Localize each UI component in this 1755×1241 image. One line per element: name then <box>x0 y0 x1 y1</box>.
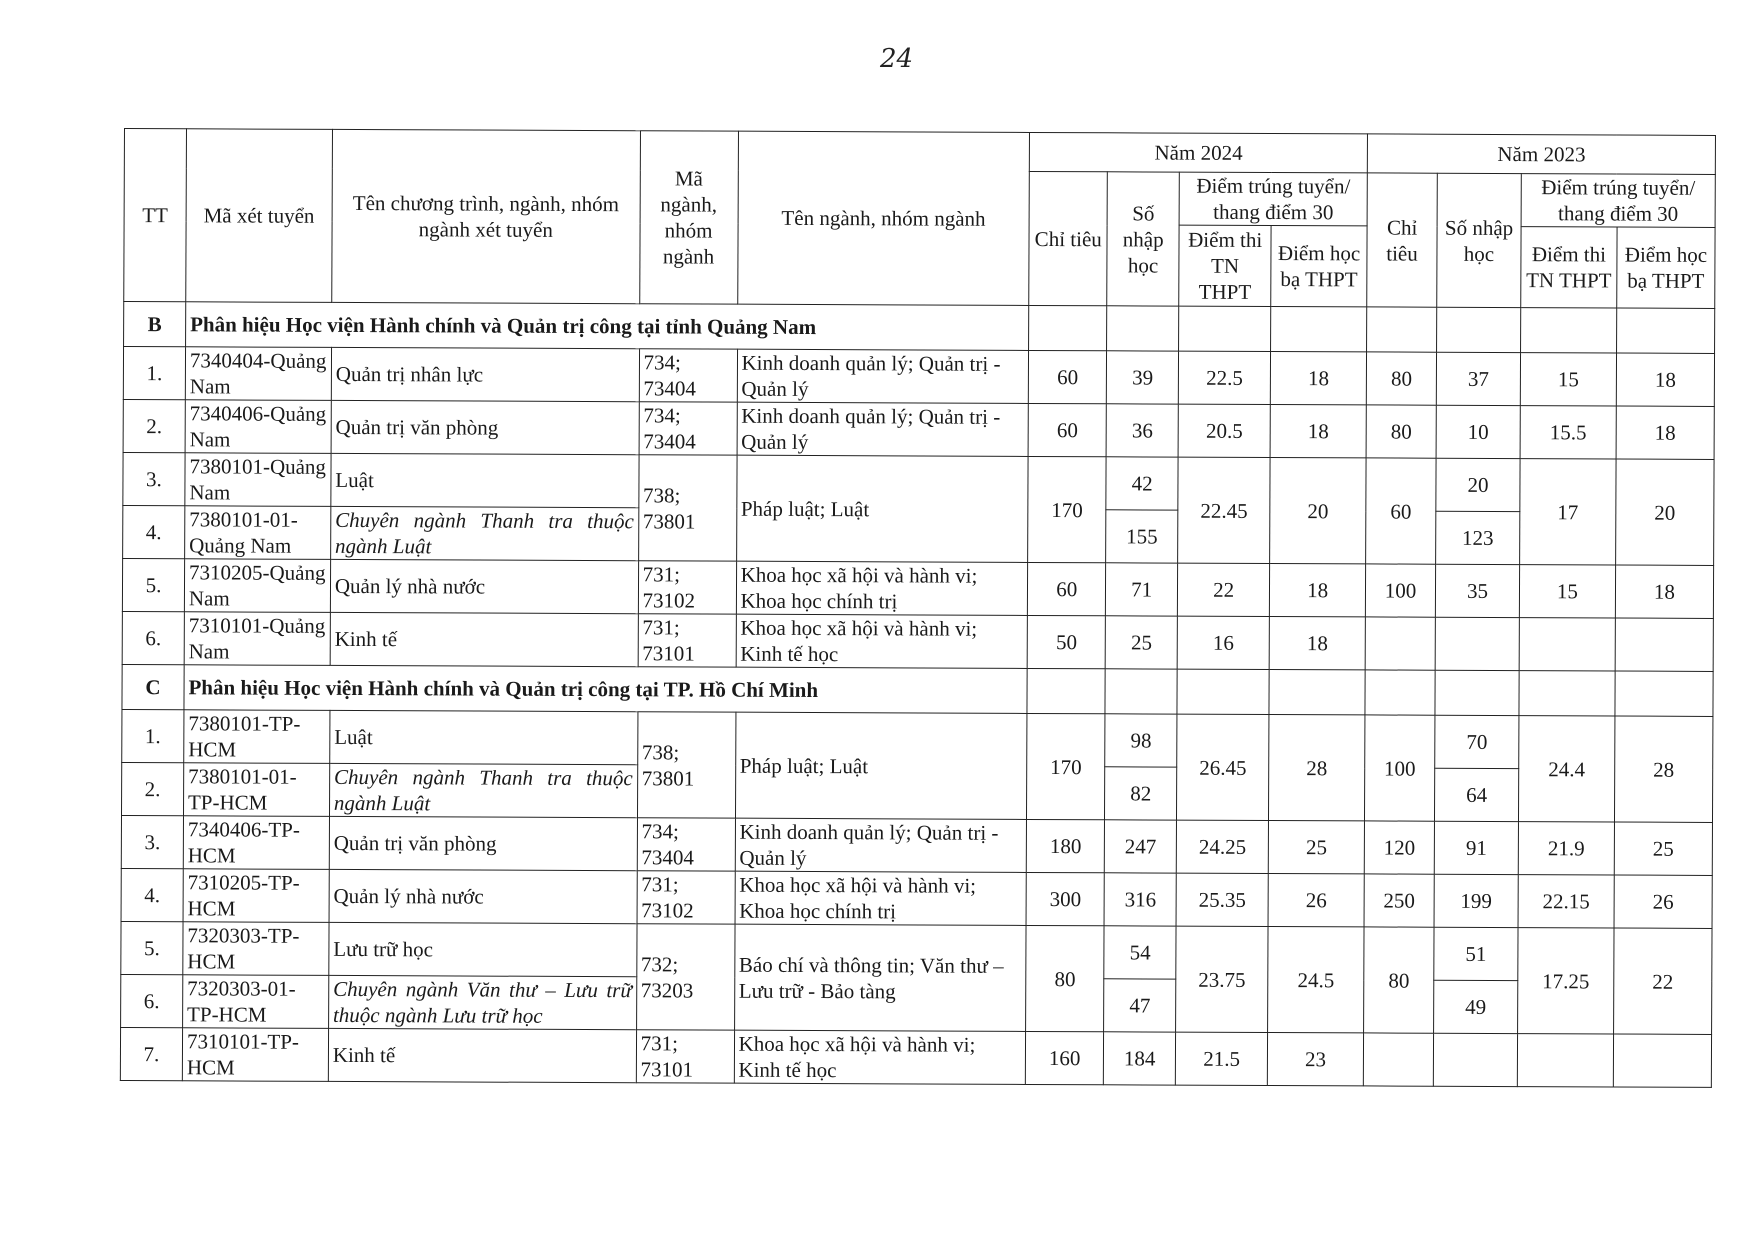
row-so-nhap-hoc-2024: 184 <box>1104 1032 1176 1085</box>
row-chi-tieu-2023: 120 <box>1364 821 1434 874</box>
row-diem-hoc-ba-2024: 18 <box>1270 564 1366 617</box>
row-diem-hoc-ba-2023 <box>1615 618 1713 671</box>
row-tt: 1. <box>123 347 185 400</box>
row-ma-xet-tuyen: 7380101-01-Quảng Nam <box>185 506 331 560</box>
row-ten-chuong-trinh: Quản trị văn phòng <box>331 400 639 454</box>
section-code: B <box>124 302 186 347</box>
row-so-nhap-hoc-2023: 49 <box>1434 980 1518 1033</box>
header-ten-chuong-trinh: Tên chương trình, ngành, nhóm ngành xét tuyển <box>332 129 640 303</box>
row-chi-tieu-2024: 170 <box>1027 713 1105 819</box>
row-chi-tieu-2024: 60 <box>1028 403 1106 456</box>
header-diem-thi-2024: Điểm thi TN THPT <box>1179 225 1271 306</box>
row-diem-thi-2023: 21.9 <box>1518 822 1614 875</box>
row-so-nhap-hoc-2023: 51 <box>1434 927 1518 980</box>
table-row <box>121 921 1712 981</box>
row-diem-thi-2023: 15 <box>1519 565 1615 618</box>
header-ten-nganh: Tên ngành, nhóm ngành <box>737 131 1029 305</box>
row-ten-chuong-trinh: Chuyên ngành Văn thư – Lưu trữ thuộc ngành Lưu trữ học <box>328 975 636 1029</box>
header-so-nhap-hoc-2024: Số nhập học <box>1107 172 1180 306</box>
header-ma-nganh: Mã ngành, nhóm ngành <box>639 131 738 304</box>
row-tt: 4. <box>121 868 183 921</box>
row-diem-hoc-ba-2023: 18 <box>1615 565 1713 618</box>
row-diem-hoc-ba-2023: 18 <box>1616 406 1714 459</box>
table-header <box>124 129 1716 309</box>
table-body <box>120 302 1714 1088</box>
row-diem-hoc-ba-2024: 23 <box>1267 1032 1363 1085</box>
row-ten-nganh: Khoa học xã hội và hành vi; Khoa học chính trị <box>736 561 1028 615</box>
row-diem-thi-2024: 24.25 <box>1176 820 1268 873</box>
header-diem-trung-tuyen-2024: Điểm trúng tuyển/ thang điểm 30 <box>1179 172 1367 226</box>
row-ten-chuong-trinh: Quản trị nhân lực <box>331 347 639 401</box>
row-tt: 2. <box>123 399 185 452</box>
table-row <box>122 709 1713 769</box>
row-tt: 2. <box>122 762 184 815</box>
table-row <box>120 1027 1711 1087</box>
row-so-nhap-hoc-2024: 155 <box>1106 510 1178 563</box>
row-diem-hoc-ba-2023: 26 <box>1614 875 1712 928</box>
row-diem-hoc-ba-2024: 18 <box>1270 405 1366 458</box>
header-chi-tieu-2023: Chỉ tiêu <box>1367 173 1438 307</box>
row-ten-nganh: Khoa học xã hội và hành vi; Kinh tế học <box>736 614 1028 668</box>
row-so-nhap-hoc-2024: 25 <box>1105 616 1177 669</box>
header-diem-hoc-ba-2024: Điểm học bạ THPT <box>1271 226 1367 307</box>
row-ten-nganh: Kinh doanh quản lý; Quản trị - Quản lý <box>737 349 1029 403</box>
row-diem-hoc-ba-2024: 20 <box>1270 458 1366 564</box>
row-ten-chuong-trinh: Chuyên ngành Thanh tra thuộc ngành Luật <box>329 763 637 817</box>
row-ma-xet-tuyen: 7340404-Quảng Nam <box>185 347 331 401</box>
row-so-nhap-hoc-2024: 316 <box>1104 873 1176 926</box>
table-row <box>122 558 1713 618</box>
table-row <box>123 347 1714 407</box>
row-so-nhap-hoc-2023: 20 <box>1436 458 1520 511</box>
row-diem-thi-2024: 16 <box>1177 616 1269 669</box>
row-diem-hoc-ba-2023: 18 <box>1616 353 1714 406</box>
row-ten-nganh: Pháp luật; Luật <box>736 455 1028 562</box>
row-so-nhap-hoc-2023: 199 <box>1434 874 1518 927</box>
row-ten-nganh: Pháp luật; Luật <box>735 712 1027 819</box>
row-diem-thi-2023: 22.15 <box>1518 875 1614 928</box>
row-diem-hoc-ba-2024: 25 <box>1268 821 1364 874</box>
row-ma-xet-tuyen: 7320303-TP-HCM <box>183 922 329 976</box>
row-ma-nganh: 734; 73404 <box>639 349 737 402</box>
table-row <box>121 868 1712 928</box>
header-chi-tieu-2024: Chỉ tiêu <box>1029 171 1108 305</box>
row-chi-tieu-2023 <box>1363 1033 1433 1086</box>
row-chi-tieu-2024: 60 <box>1029 350 1107 403</box>
row-ma-nganh: 734; 73404 <box>637 818 735 871</box>
row-so-nhap-hoc-2024: 82 <box>1105 767 1177 820</box>
row-so-nhap-hoc-2024: 47 <box>1104 979 1176 1032</box>
row-ten-nganh: Báo chí và thông tin; Văn thư – Lưu trữ - Bảo tàng <box>734 924 1026 1031</box>
row-tt: 6. <box>121 974 183 1027</box>
row-chi-tieu-2023: 100 <box>1365 715 1435 821</box>
row-so-nhap-hoc-2024: 71 <box>1106 563 1178 616</box>
row-ma-nganh: 731; 73101 <box>638 614 736 667</box>
row-diem-hoc-ba-2024: 24.5 <box>1268 926 1364 1032</box>
row-ma-xet-tuyen: 7340406-TP-HCM <box>183 816 329 870</box>
row-ma-xet-tuyen: 7380101-01-TP-HCM <box>183 763 329 817</box>
row-ma-xet-tuyen: 7380101-Quảng Nam <box>185 453 331 507</box>
row-diem-hoc-ba-2024: 28 <box>1269 715 1365 821</box>
row-so-nhap-hoc-2024: 98 <box>1105 714 1177 767</box>
header-diem-hoc-ba-2023: Điểm học bạ THPT <box>1617 227 1715 308</box>
header-tt: TT <box>124 129 187 302</box>
row-ma-xet-tuyen: 7310205-Quảng Nam <box>184 559 330 613</box>
row-chi-tieu-2023 <box>1365 617 1435 670</box>
row-chi-tieu-2024: 170 <box>1028 456 1106 562</box>
row-tt: 7. <box>120 1027 182 1080</box>
row-so-nhap-hoc-2023 <box>1435 617 1519 670</box>
row-so-nhap-hoc-2023: 37 <box>1436 352 1520 405</box>
admissions-table <box>120 128 1716 1088</box>
row-ma-xet-tuyen: 7310101-TP-HCM <box>182 1028 328 1082</box>
header-diem-trung-tuyen-2023: Điểm trúng tuyển/ thang điểm 30 <box>1521 174 1715 228</box>
row-ten-nganh: Kinh doanh quản lý; Quản trị - Quản lý <box>737 402 1029 456</box>
row-ma-nganh: 738; 73801 <box>637 712 735 818</box>
row-diem-thi-2024: 23.75 <box>1176 926 1268 1032</box>
row-ma-xet-tuyen: 7340406-Quảng Nam <box>185 400 331 454</box>
row-ma-xet-tuyen: 7380101-TP-HCM <box>184 710 330 764</box>
row-ma-xet-tuyen: 7320303-01-TP-HCM <box>183 975 329 1029</box>
row-diem-hoc-ba-2024: 18 <box>1269 617 1365 670</box>
row-ten-chuong-trinh: Quản trị văn phòng <box>329 816 637 870</box>
row-so-nhap-hoc-2023: 35 <box>1435 564 1519 617</box>
row-ma-nganh: 732; 73203 <box>636 924 734 1030</box>
row-chi-tieu-2024: 60 <box>1028 562 1106 615</box>
row-ten-chuong-trinh: Kinh tế <box>328 1028 636 1082</box>
header-diem-thi-2023: Điểm thi TN THPT <box>1521 227 1617 308</box>
row-diem-thi-2023: 15.5 <box>1520 406 1616 459</box>
header-so-nhap-hoc-2023: Số nhập học <box>1437 173 1522 307</box>
row-diem-thi-2023: 15 <box>1520 353 1616 406</box>
row-diem-thi-2024: 22.5 <box>1178 351 1270 404</box>
row-diem-thi-2023: 17 <box>1520 459 1616 565</box>
page-number: 24 <box>880 44 914 74</box>
section-title: Phân hiệu Học viện Hành chính và Quản trị công tại tỉnh Quảng Nam <box>185 302 1029 351</box>
row-ten-chuong-trinh: Luật <box>330 710 638 764</box>
row-chi-tieu-2024: 80 <box>1026 925 1104 1031</box>
row-tt: 4. <box>123 505 185 558</box>
row-so-nhap-hoc-2023: 91 <box>1434 821 1518 874</box>
row-tt: 5. <box>122 558 184 611</box>
row-diem-hoc-ba-2023: 20 <box>1616 459 1715 565</box>
row-so-nhap-hoc-2024: 39 <box>1107 351 1179 404</box>
row-ten-chuong-trinh: Quản lý nhà nước <box>329 869 637 923</box>
row-diem-thi-2024: 22 <box>1178 563 1270 616</box>
row-diem-thi-2024: 20.5 <box>1178 404 1270 457</box>
row-so-nhap-hoc-2023: 70 <box>1435 715 1519 768</box>
row-chi-tieu-2023: 100 <box>1365 564 1435 617</box>
row-ten-chuong-trinh: Kinh tế <box>330 612 638 666</box>
row-so-nhap-hoc-2023: 123 <box>1436 511 1520 564</box>
row-ten-chuong-trinh: Quản lý nhà nước <box>330 559 638 613</box>
row-chi-tieu-2023: 80 <box>1366 405 1436 458</box>
row-diem-hoc-ba-2023: 25 <box>1614 822 1712 875</box>
table-row <box>122 611 1713 671</box>
row-ma-nganh: 731; 73102 <box>637 871 735 924</box>
row-ma-xet-tuyen: 7310205-TP-HCM <box>183 869 329 923</box>
section-title: Phân hiệu Học viện Hành chính và Quản trị công tại TP. Hồ Chí Minh <box>184 665 1028 714</box>
row-ten-nganh: Kinh doanh quản lý; Quản trị - Quản lý <box>735 818 1027 872</box>
row-diem-hoc-ba-2024: 26 <box>1268 874 1364 927</box>
row-diem-thi-2023: 17.25 <box>1518 928 1614 1034</box>
row-tt: 1. <box>122 709 184 762</box>
row-so-nhap-hoc-2024: 247 <box>1104 820 1176 873</box>
row-chi-tieu-2023: 250 <box>1364 874 1434 927</box>
row-ma-xet-tuyen: 7310101-Quảng Nam <box>184 612 330 666</box>
row-ten-nganh: Khoa học xã hội và hành vi; Khoa học chính trị <box>735 871 1027 925</box>
row-ten-chuong-trinh: Chuyên ngành Thanh tra thuộc ngành Luật <box>330 506 638 560</box>
header-nam-2024: Năm 2024 <box>1030 132 1368 172</box>
row-chi-tieu-2024: 180 <box>1027 819 1105 872</box>
row-so-nhap-hoc-2024: 36 <box>1106 404 1178 457</box>
row-diem-thi-2024: 25.35 <box>1176 873 1268 926</box>
row-chi-tieu-2023: 80 <box>1364 927 1434 1033</box>
table-row <box>123 452 1714 512</box>
row-diem-thi-2023 <box>1519 618 1615 671</box>
row-diem-hoc-ba-2023: 28 <box>1614 716 1713 822</box>
row-chi-tieu-2023: 60 <box>1366 458 1436 564</box>
row-ma-nganh: 731; 73102 <box>638 561 736 614</box>
row-diem-thi-2024: 26.45 <box>1177 714 1269 820</box>
header-ma-xet-tuyen: Mã xét tuyển <box>186 129 333 303</box>
row-ma-nganh: 734; 73404 <box>639 402 737 455</box>
section-row-c <box>122 664 1713 716</box>
row-diem-hoc-ba-2024: 18 <box>1270 352 1366 405</box>
row-diem-thi-2023 <box>1517 1034 1613 1087</box>
row-chi-tieu-2024: 160 <box>1026 1031 1104 1084</box>
row-diem-hoc-ba-2023 <box>1613 1034 1711 1087</box>
row-tt: 3. <box>123 452 185 505</box>
row-tt: 3. <box>121 815 183 868</box>
row-ten-chuong-trinh: Luật <box>331 453 639 507</box>
section-code: C <box>122 664 184 709</box>
row-tt: 5. <box>121 921 183 974</box>
row-so-nhap-hoc-2023: 10 <box>1436 405 1520 458</box>
table-row <box>123 399 1714 459</box>
row-chi-tieu-2024: 300 <box>1026 872 1104 925</box>
row-chi-tieu-2023: 80 <box>1366 352 1436 405</box>
row-ma-nganh: 731; 73101 <box>636 1030 734 1083</box>
header-nam-2023: Năm 2023 <box>1367 134 1715 175</box>
row-chi-tieu-2024: 50 <box>1027 615 1105 668</box>
row-so-nhap-hoc-2024: 54 <box>1104 926 1176 979</box>
row-ma-nganh: 738; 73801 <box>638 455 736 561</box>
table-row <box>121 815 1712 875</box>
section-row-b <box>124 302 1715 354</box>
row-diem-thi-2023: 24.4 <box>1518 716 1614 822</box>
row-diem-thi-2024: 21.5 <box>1176 1032 1268 1085</box>
row-diem-thi-2024: 22.45 <box>1178 457 1270 563</box>
row-so-nhap-hoc-2023 <box>1433 1033 1517 1086</box>
row-so-nhap-hoc-2024: 42 <box>1106 457 1178 510</box>
row-ten-nganh: Khoa học xã hội và hành vi; Kinh tế học <box>734 1030 1026 1084</box>
row-tt: 6. <box>122 611 184 664</box>
row-so-nhap-hoc-2023: 64 <box>1435 768 1519 821</box>
row-ten-chuong-trinh: Lưu trữ học <box>329 922 637 976</box>
row-diem-hoc-ba-2023: 22 <box>1614 928 1713 1034</box>
